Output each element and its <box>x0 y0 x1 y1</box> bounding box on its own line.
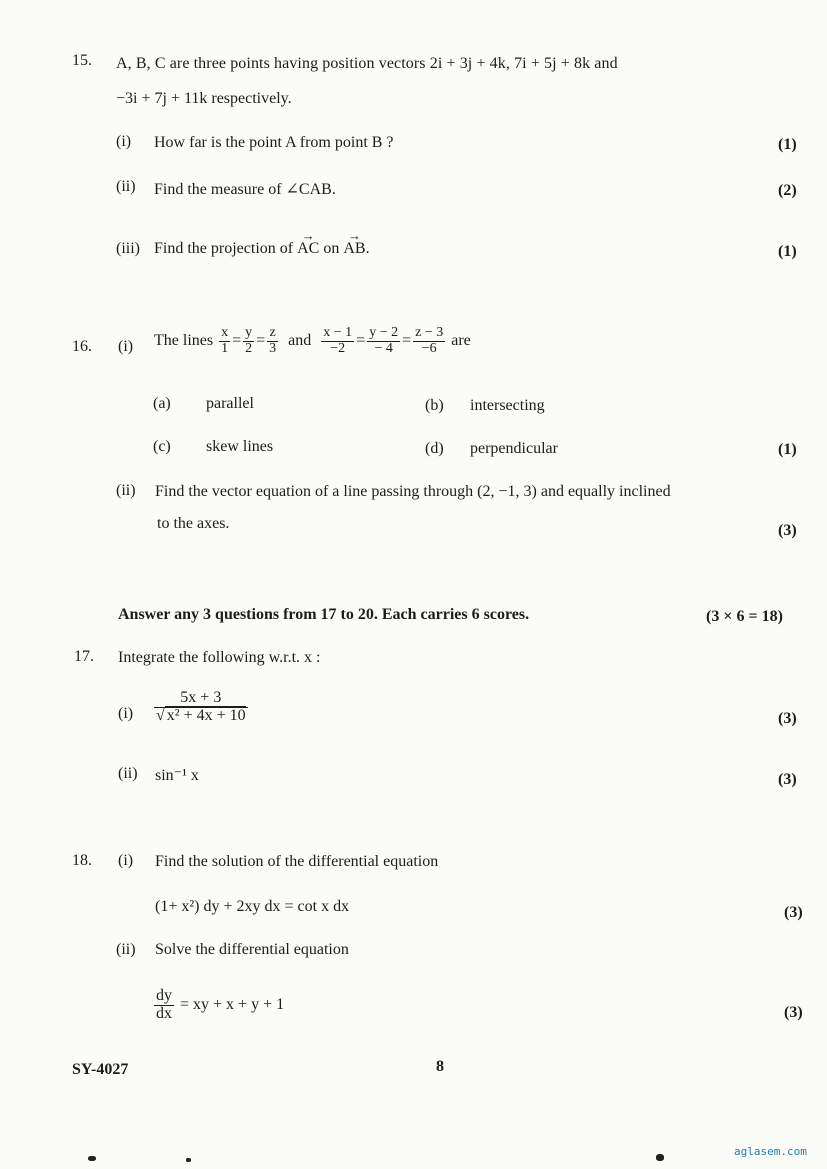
section-marks: (3 × 6 = 18) <box>706 608 783 625</box>
fraction-y-2 <box>243 326 254 356</box>
option-c-label: (c) <box>153 438 171 455</box>
watermark: aglasem.com <box>734 1145 807 1158</box>
q17-part-i-score: (3) <box>778 710 797 727</box>
q16-tail: are <box>451 331 471 349</box>
q15-number: 15. <box>72 52 92 69</box>
q15-part-iii-mid: on <box>323 240 340 257</box>
sqrt-symbol: √ <box>156 706 165 724</box>
numerator: z <box>267 326 278 342</box>
integrand-denominator <box>154 708 248 725</box>
paper-code: SY-4027 <box>72 1061 129 1078</box>
q15-part-ii-score: (2) <box>778 182 797 199</box>
denominator: −6 <box>421 340 437 356</box>
q16-lead: The lines <box>154 331 214 349</box>
option-a-text: parallel <box>206 395 254 412</box>
q18-part-i-label: (i) <box>118 852 134 869</box>
option-b-text: intersecting <box>470 397 545 414</box>
denominator: −2 <box>330 340 346 356</box>
derivative-fraction <box>154 988 174 1023</box>
q16-part-ii-line1: Find the vector equation of a line passing through (2, −1, 3) and equally inclined <box>155 483 671 500</box>
fraction-z-3 <box>267 326 278 356</box>
vector-ab: → AB <box>343 240 365 258</box>
numerator: y − 2 <box>369 325 399 340</box>
scan-speck <box>88 1156 96 1161</box>
fraction-y-minus-2 <box>367 326 400 356</box>
option-c-text: skew lines <box>206 438 274 455</box>
q17-part-i-label: (i) <box>118 705 134 722</box>
numerator: y <box>245 325 253 340</box>
denominator: 1 <box>221 340 229 356</box>
denominator: 2 <box>245 340 253 356</box>
fraction-z-minus-3 <box>413 326 445 356</box>
q18-part-i-score: (3) <box>784 904 803 921</box>
q16-join: and <box>288 331 312 349</box>
q18-part-i-text: Find the solution of the differential equation <box>155 853 439 870</box>
scan-speck <box>656 1154 664 1161</box>
q18-part-ii-text: Solve the differential equation <box>155 941 349 958</box>
q17-number: 17. <box>74 648 94 665</box>
denominator: − 4 <box>374 340 393 356</box>
option-b-label: (b) <box>425 397 444 414</box>
q15-stem-line2: −3i + 7j + 11k respectively. <box>116 90 292 107</box>
q18-number: 18. <box>72 852 92 869</box>
derivative-denominator: dx <box>156 1004 172 1022</box>
q16-part-ii-line2: to the axes. <box>157 515 230 532</box>
scan-speck <box>186 1158 191 1162</box>
derivative-numerator: dy <box>156 987 172 1004</box>
q16-part-ii-score: (3) <box>778 522 797 539</box>
q18-part-ii-equation <box>152 988 284 1023</box>
option-d-label: (d) <box>425 440 444 457</box>
q17-integrand <box>152 690 250 725</box>
q15-part-i-label: (i) <box>116 133 132 150</box>
q16-part-ii-label: (ii) <box>116 482 136 499</box>
q15-part-iii-score: (1) <box>778 243 797 260</box>
numerator: z − 3 <box>415 325 444 340</box>
q16-part-i-label: (i) <box>118 338 134 355</box>
numerator: x <box>221 325 229 340</box>
page-number: 8 <box>436 1058 444 1075</box>
q15-part-iii-label: (iii) <box>116 240 140 257</box>
fraction-x-1 <box>219 326 230 356</box>
integrand-fraction <box>154 690 248 725</box>
q16-part-i-score: (1) <box>778 441 797 458</box>
denominator: 3 <box>269 340 277 356</box>
q15-part-iii-prefix: Find the projection of <box>154 240 294 257</box>
section-instruction: Answer any 3 questions from 17 to 20. Each carries 6 scores. <box>118 606 530 623</box>
q18-part-ii-label: (ii) <box>116 941 136 958</box>
radicand: x² + 4x + 10 <box>166 706 246 724</box>
q15-part-i-score: (1) <box>778 136 797 153</box>
equation-rhs: = xy + x + y + 1 <box>180 995 285 1013</box>
q17-stem: Integrate the following w.r.t. x : <box>118 649 321 666</box>
option-a-label: (a) <box>153 395 171 412</box>
q17-part-ii-expr: sin⁻¹ x <box>155 767 199 784</box>
q17-part-ii-score: (3) <box>778 771 797 788</box>
q16-lines-expression: The lines $\frac{x}{1}$ = $\frac{y}{2}$ = $\frac{z}{3}$ and $\frac{x - 1}{-2}$ = $\frac{y - 2}{- 4}$ = $\frac{z - 3}{-6}$ are <box>154 325 471 356</box>
q15-part-ii-label: (ii) <box>116 178 136 195</box>
q18-part-i-equation: (1+ x²) dy + 2xy dx = cot x dx <box>155 898 350 915</box>
numerator: x − 1 <box>323 325 353 340</box>
q16-number: 16. <box>72 338 92 355</box>
q15-part-iii-text <box>154 240 370 258</box>
integrand-numerator: 5x + 3 <box>154 690 248 708</box>
vector-ac: → AC <box>297 240 319 258</box>
q17-part-ii-label: (ii) <box>118 765 138 782</box>
q18-part-ii-score: (3) <box>784 1004 803 1021</box>
q15-stem-line1: A, B, C are three points having position vectors 2i + 3j + 4k, 7i + 5j + 8k and <box>116 55 618 72</box>
q15-part-ii-text: Find the measure of ∠CAB. <box>154 181 336 198</box>
option-d-text: perpendicular <box>470 440 558 457</box>
q15-part-iii-suffix: . <box>365 240 370 257</box>
fraction-x-minus-1 <box>321 326 354 356</box>
q15-part-i-text: How far is the point A from point B ? <box>154 134 394 151</box>
